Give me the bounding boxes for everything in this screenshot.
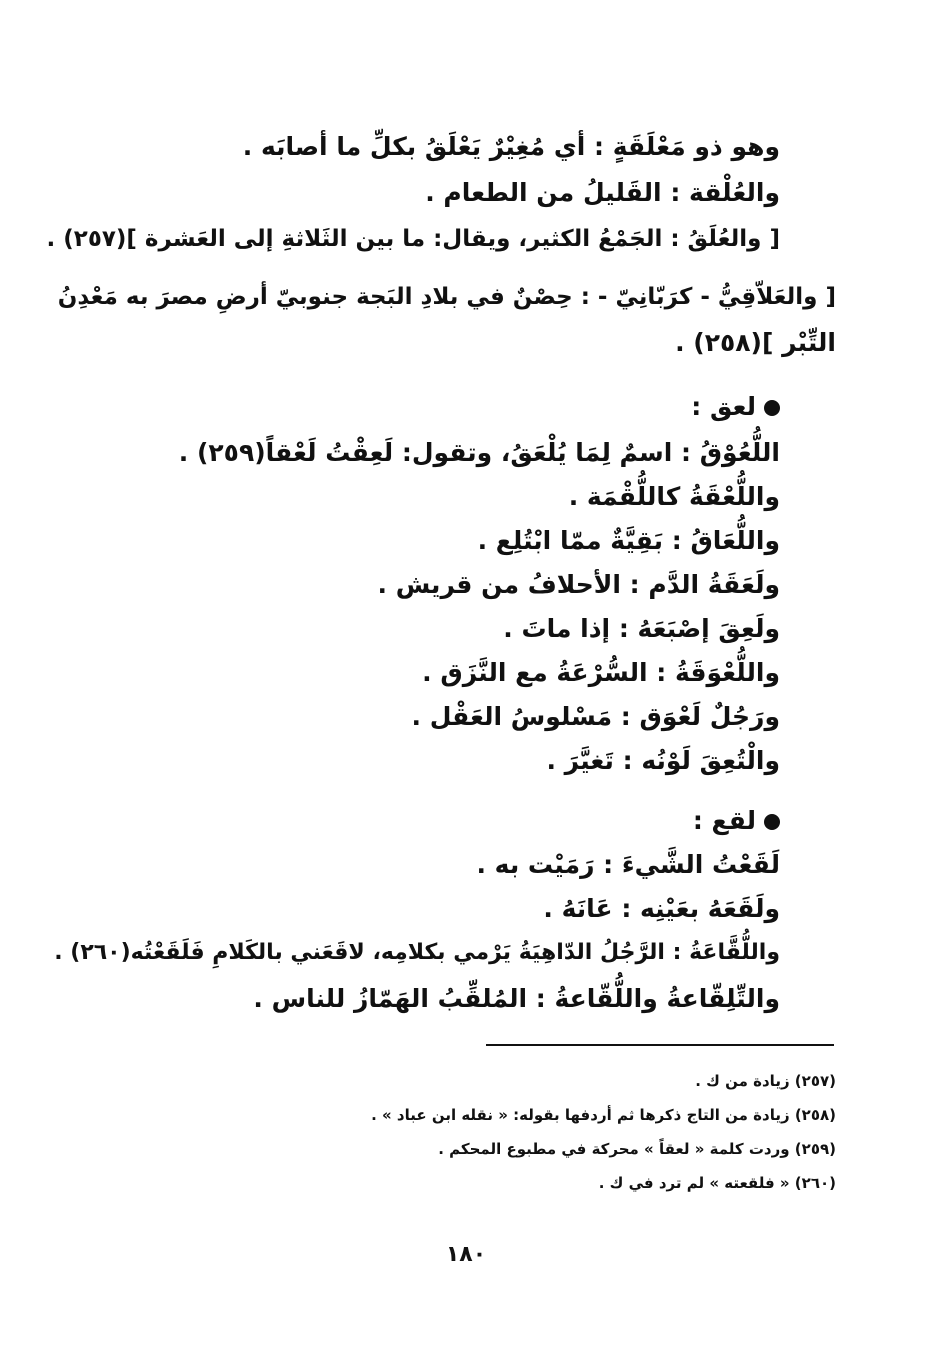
entry-line: اللُّعُوْقُ : اسمٌ لِمَا يُلْعَقُ، وتقول: لَعِقْتُ لَعْقاً(٢٥٩) . xyxy=(178,438,780,467)
entry-line: والْتُعِقَ لَوْنُه : تَغيَّرَ . xyxy=(546,746,780,775)
entry-heading-label: لعق : xyxy=(691,392,756,421)
entry-line: واللُّعْوَقَةُ : السُّرْعَةُ مع النَّزَق . xyxy=(422,658,780,687)
footnote: (٢٥٧) زيادة من ك . xyxy=(695,1072,836,1090)
entry-line: واللُّعْقَةُ كاللُّقْمَة . xyxy=(568,482,780,511)
entry-line: ولَعَقَةُ الدَّم : الأحلافُ من قريش . xyxy=(377,570,780,599)
footnote: (٢٦٠) « فلقعته » لم ترد في ك . xyxy=(598,1174,836,1192)
body-line: [ والعُلَقُ : الجَمْعُ الكثير، ويقال: ما بين الثَلاثةِ إلى العَشرة ](٢٥٧) . xyxy=(46,226,780,252)
entry-heading xyxy=(693,804,780,838)
page-number: ١٨٠ xyxy=(445,1242,487,1267)
entry-line: لَقَعْتُ الشَّيءَ : رَمَيْت به . xyxy=(476,850,780,879)
bullet-icon xyxy=(764,400,780,416)
footnote-divider xyxy=(486,1044,834,1046)
entry-line: واللُّقَّاعَةُ : الرَّجُلُ الدّاهِيَةُ يَرْمي بكلامِه، لاقَعَني بالكَلامِ فَلَقَعْتُه(٢٦٠) . xyxy=(54,940,780,965)
body-line: وهو ذو مَعْلَقَةٍ : أي مُغِيْرٌ يَعْلَقُ بكلِّ ما أصابَه . xyxy=(242,132,780,161)
entry-line: ورَجُلٌ لَعْوَق : مَسْلوسُ العَقْل . xyxy=(411,702,780,731)
bullet-icon xyxy=(764,814,780,830)
entry-line: ولَعِقَ إصْبَعَهُ : إذا ماتَ . xyxy=(503,614,780,643)
footnote: (٢٥٨) زيادة من التاج ذكرها ثم أردفها بقوله: « نقله ابن عباد » . xyxy=(371,1106,836,1124)
entry-heading-label: لقع : xyxy=(692,806,756,835)
entry-line: والتِّلِقّاعةُ واللُّقّاعةُ : المُلقِّبُ الهَمّازُ للناس . xyxy=(253,984,780,1013)
body-line: التِّبْر ](٢٥٨) . xyxy=(675,328,836,357)
footnote: (٢٥٩) وردت كلمة « لعقاً » محركة في مطبوع المحكم . xyxy=(438,1140,836,1158)
entry-line: ولَقَعَهُ بعَيْنِه : عَانَهُ . xyxy=(543,894,780,923)
body-line: [ والعَلاّقِيُّ - كرَبّانِيّ - : حِصْنٌ في بلادِ البَجة جنوبيّ أرضِ مصرَ به مَعْدِنُ xyxy=(57,284,836,310)
entry-line: واللُّعَاقُ : بَقِيَّةٌ ممّا ابْتُلِع . xyxy=(477,526,780,555)
body-line: والعُلْقة : القَليلُ من الطعام . xyxy=(425,178,780,207)
entry-heading xyxy=(691,390,780,424)
